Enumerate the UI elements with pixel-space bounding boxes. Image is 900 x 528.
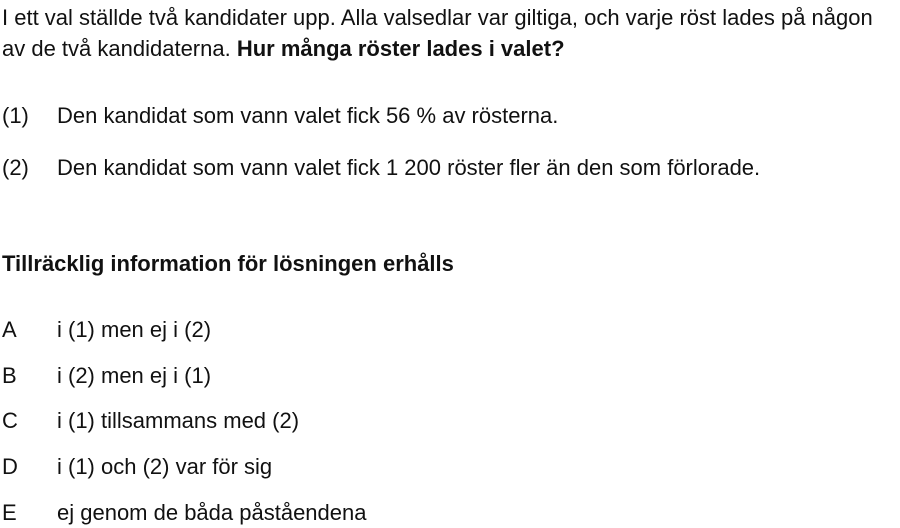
statement-marker: (1): [2, 103, 29, 128]
option-letter: E: [2, 500, 17, 525]
option-text: i (1) men ej i (2): [57, 317, 212, 342]
option-text: ej genom de båda påståendena: [57, 500, 367, 525]
statement-2: [2, 153, 760, 183]
statement-marker: (2): [2, 155, 29, 180]
option-b[interactable]: [2, 361, 211, 391]
option-d[interactable]: [2, 452, 272, 482]
statement-text: Den kandidat som vann valet fick 56 % av rösterna.: [57, 103, 559, 128]
question-body: I ett val ställde två kandidater upp. Alla valsedlar var giltiga, och varje röst lades på någon av de två kandidaterna.: [2, 5, 873, 61]
option-a[interactable]: [2, 315, 211, 345]
answer-instruction: Tillräcklig information för lösningen erhålls: [2, 251, 454, 276]
option-text: i (2) men ej i (1): [57, 363, 212, 388]
option-e[interactable]: [2, 498, 366, 528]
statement-text: Den kandidat som vann valet fick 1 200 röster fler än den som förlorade.: [57, 155, 761, 180]
option-letter: C: [2, 408, 18, 433]
option-letter: D: [2, 454, 18, 479]
statement-1: [2, 101, 558, 131]
option-text: i (1) och (2) var för sig: [57, 454, 273, 479]
option-text: i (1) tillsammans med (2): [57, 408, 300, 433]
option-c[interactable]: [2, 406, 299, 436]
option-letter: A: [2, 317, 17, 342]
option-letter: B: [2, 363, 17, 388]
question-text: [2, 2, 898, 64]
question-prompt: Hur många röster lades i valet?: [236, 36, 565, 61]
